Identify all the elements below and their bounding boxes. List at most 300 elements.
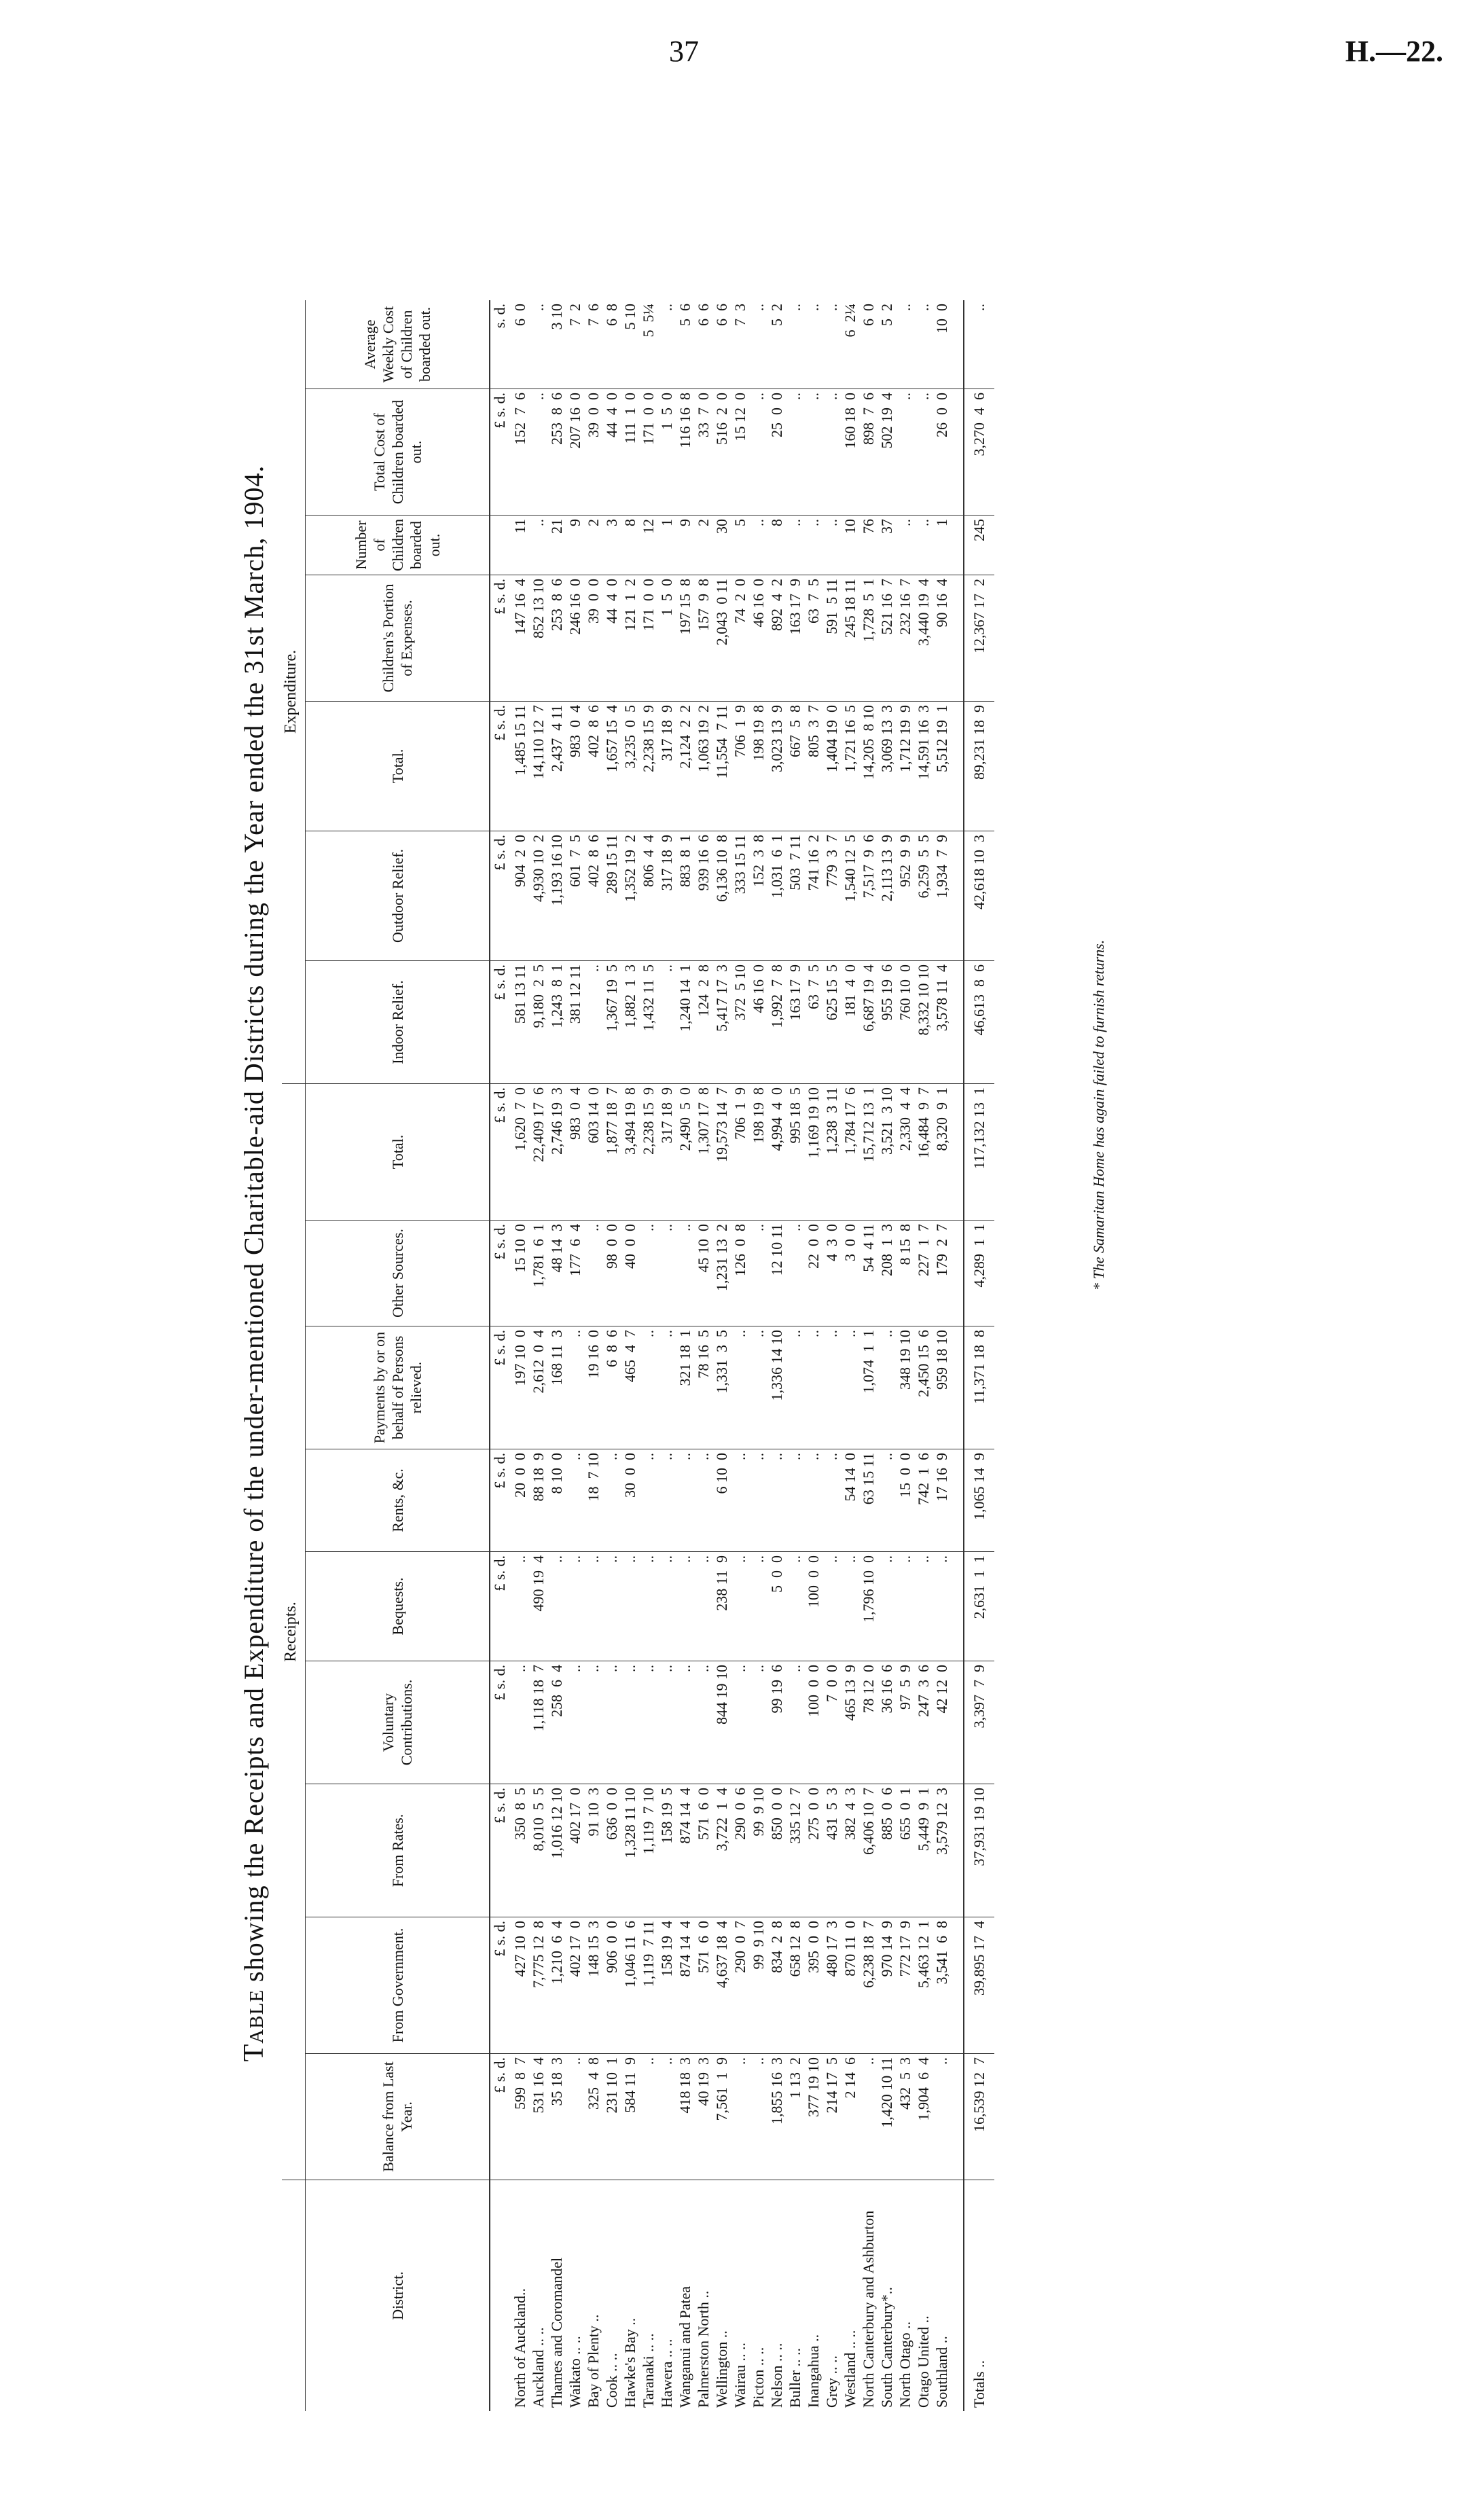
column-header-11: Outdoor Relief. <box>306 831 490 961</box>
unit-cell: £ s. d. <box>490 575 511 702</box>
table-row <box>712 300 731 2411</box>
value-cell: 892 4 2 <box>767 575 786 702</box>
value-cell: 3,579 12 3 <box>933 1784 951 1917</box>
value-cell: 1,336 14 10 <box>767 1326 786 1449</box>
value-cell: 1,307 17 8 <box>694 1084 712 1221</box>
value-cell: .. <box>786 1326 804 1449</box>
value-cell: 6 6 <box>694 300 712 389</box>
value-cell: 5,463 12 1 <box>914 1917 933 2054</box>
value-cell: 6,259 5 5 <box>914 831 933 961</box>
value-cell: 40 0 0 <box>621 1221 639 1326</box>
value-cell: 898 7 6 <box>859 389 877 516</box>
value-cell: 2,450 15 6 <box>914 1326 933 1449</box>
value-cell: .. <box>639 1221 657 1326</box>
value-cell: 11 <box>511 516 529 575</box>
value-cell: 6 0 <box>511 300 529 389</box>
table-row <box>511 300 529 2411</box>
value-cell: 6,238 18 7 <box>859 1917 877 2054</box>
value-cell: 160 18 0 <box>841 389 859 516</box>
district-name: North Otago .. <box>897 2321 913 2408</box>
value-cell: .. <box>584 961 602 1084</box>
value-cell: 333 15 11 <box>731 831 749 961</box>
value-cell: 5,417 17 3 <box>712 961 731 1084</box>
table-row <box>529 300 547 2411</box>
value-cell: 22 0 0 <box>804 1221 822 1326</box>
value-cell: 1,352 19 2 <box>621 831 639 961</box>
value-cell: .. <box>914 389 933 516</box>
value-cell: 36 16 6 <box>877 1661 896 1784</box>
value-cell: .. <box>639 2054 657 2180</box>
value-cell: 290 0 7 <box>731 1917 749 2054</box>
value-cell: 208 1 3 <box>877 1221 896 1326</box>
column-header-16: Average Weekly Cost of Children boarded out. <box>306 300 490 389</box>
spacer-cell <box>951 961 964 1084</box>
table-title <box>238 143 270 2384</box>
value-cell: 741 16 2 <box>804 831 822 961</box>
value-cell: .. <box>584 1552 602 1661</box>
value-cell: 168 11 3 <box>547 1326 566 1449</box>
table-body <box>511 300 994 2411</box>
value-cell: .. <box>749 1661 767 1784</box>
total-cell: 1,065 14 9 <box>964 1449 994 1552</box>
district-name: Taranaki .. .. <box>640 2333 657 2408</box>
value-cell: 742 1 6 <box>914 1449 933 1552</box>
value-cell: .. <box>914 516 933 575</box>
value-cell: .. <box>749 1221 767 1326</box>
value-cell: 1,781 6 1 <box>529 1221 547 1326</box>
district-name: Picton .. .. <box>750 2347 767 2408</box>
unit-cell: £ s. d. <box>490 1552 511 1661</box>
value-cell: 5 5¼ <box>639 300 657 389</box>
value-cell: 317 18 9 <box>657 702 676 831</box>
unit-cell: s. d. <box>490 300 511 389</box>
value-cell: 502 19 4 <box>877 389 896 516</box>
value-cell: 2,238 15 9 <box>639 1084 657 1221</box>
value-cell: .. <box>731 1449 749 1552</box>
value-cell: 1,169 19 10 <box>804 1084 822 1221</box>
value-cell: 874 14 4 <box>676 1784 694 1917</box>
value-cell: 6 8 6 <box>602 1326 621 1449</box>
spacer-cell <box>951 1917 964 2054</box>
value-cell: 1,328 11 10 <box>621 1784 639 1917</box>
total-cell: .. <box>964 300 994 389</box>
column-header-15: Total Cost of Children boarded out. <box>306 389 490 516</box>
value-cell: 1,620 7 0 <box>511 1084 529 1221</box>
value-cell: 8,010 5 5 <box>529 1784 547 1917</box>
value-cell: 152 3 8 <box>749 831 767 961</box>
value-cell: 2,113 13 9 <box>877 831 896 961</box>
value-cell: 1,367 19 5 <box>602 961 621 1084</box>
value-cell: 1,992 7 8 <box>767 961 786 1084</box>
value-cell: .. <box>877 1449 896 1552</box>
value-cell: 1,016 12 10 <box>547 1784 566 1917</box>
value-cell: 147 16 4 <box>511 575 529 702</box>
table-row <box>676 300 694 2411</box>
value-cell: 4,637 18 4 <box>712 1917 731 2054</box>
district-name: Wellington .. <box>713 2330 730 2408</box>
value-cell: 1,074 1 1 <box>859 1326 877 1449</box>
value-cell: 12 <box>639 516 657 575</box>
value-cell: 116 16 8 <box>676 389 694 516</box>
value-cell: .. <box>822 389 841 516</box>
value-cell: 706 1 9 <box>731 1084 749 1221</box>
value-cell: .. <box>566 1552 584 1661</box>
spacer-cell <box>951 1221 964 1326</box>
value-cell: 163 17 9 <box>786 961 804 1084</box>
value-cell: 952 9 9 <box>896 831 914 961</box>
value-cell: 1 5 0 <box>657 389 676 516</box>
spacer-cell <box>951 1326 964 1449</box>
value-cell: 402 8 6 <box>584 702 602 831</box>
value-cell: .. <box>914 300 933 389</box>
value-cell: .. <box>877 1552 896 1661</box>
value-cell: 171 0 0 <box>639 389 657 516</box>
document-code: H.—22. <box>1345 35 1443 68</box>
total-cell: 117,132 13 1 <box>964 1084 994 1221</box>
group-blank <box>282 2180 306 2412</box>
value-cell: 20 0 0 <box>511 1449 529 1552</box>
value-cell: 1,063 19 2 <box>694 702 712 831</box>
spacer-cell <box>951 575 964 702</box>
value-cell: .. <box>822 1326 841 1449</box>
value-cell: 88 18 9 <box>529 1449 547 1552</box>
value-cell: 1 <box>933 516 951 575</box>
total-cell: 3,270 4 6 <box>964 389 994 516</box>
unit-cell: £ s. d. <box>490 1326 511 1449</box>
value-cell: 5 10 <box>621 300 639 389</box>
value-cell: 874 14 4 <box>676 1917 694 2054</box>
value-cell: 46 16 0 <box>749 575 767 702</box>
table-row <box>767 300 786 2411</box>
value-cell: .. <box>749 1449 767 1552</box>
value-cell: 18 7 10 <box>584 1449 602 1552</box>
value-cell: .. <box>639 1449 657 1552</box>
value-cell: .. <box>621 1661 639 1784</box>
value-cell: 480 17 3 <box>822 1917 841 2054</box>
value-cell: 253 8 6 <box>547 389 566 516</box>
value-cell: .. <box>657 1661 676 1784</box>
value-cell: .. <box>676 1661 694 1784</box>
value-cell: 348 19 10 <box>896 1326 914 1449</box>
value-cell: .. <box>896 389 914 516</box>
value-cell: .. <box>529 300 547 389</box>
value-cell: 5 <box>731 516 749 575</box>
value-cell: 2,437 4 11 <box>547 702 566 831</box>
value-cell: 1,540 12 5 <box>841 831 859 961</box>
value-cell: 290 0 6 <box>731 1784 749 1917</box>
table-row <box>933 300 951 2411</box>
value-cell: 15 10 0 <box>511 1221 529 1326</box>
value-cell: 381 12 11 <box>566 961 584 1084</box>
value-cell: .. <box>657 961 676 1084</box>
table-row <box>584 300 602 2411</box>
unit-cell: £ s. d. <box>490 389 511 516</box>
district-name: Westland .. .. <box>841 2330 858 2408</box>
value-cell: 432 5 3 <box>896 2054 914 2180</box>
value-cell: .. <box>657 1552 676 1661</box>
value-cell: 1,238 3 11 <box>822 1084 841 1221</box>
column-header-12: Total. <box>306 702 490 831</box>
value-cell: 7,561 1 9 <box>712 2054 731 2180</box>
value-cell: 3,521 3 10 <box>877 1084 896 1221</box>
spacer-cell <box>951 1552 964 1661</box>
value-cell: .. <box>877 1326 896 1449</box>
value-cell: 350 8 5 <box>511 1784 529 1917</box>
column-header-9: Total. <box>306 1084 490 1221</box>
value-cell: 983 0 4 <box>566 1084 584 1221</box>
value-cell: .. <box>896 300 914 389</box>
value-cell: 465 4 7 <box>621 1326 639 1449</box>
value-cell: 603 14 0 <box>584 1084 602 1221</box>
value-cell: 8 <box>621 516 639 575</box>
value-cell: 1,118 18 7 <box>529 1661 547 1784</box>
value-cell: 9 <box>676 516 694 575</box>
value-cell: 5 6 <box>676 300 694 389</box>
value-cell: .. <box>786 1661 804 1784</box>
value-cell: 232 16 7 <box>896 575 914 702</box>
value-cell: 42 12 0 <box>933 1661 951 1784</box>
value-cell: 163 17 9 <box>786 575 804 702</box>
value-cell: 181 4 0 <box>841 961 859 1084</box>
value-cell: 6 2¼ <box>841 300 859 389</box>
district-name: Grey .. .. <box>823 2355 840 2408</box>
value-cell: 1,404 19 0 <box>822 702 841 831</box>
value-cell: 395 0 0 <box>804 1917 822 2054</box>
value-cell: .. <box>566 1449 584 1552</box>
value-cell: 35 18 3 <box>547 2054 566 2180</box>
value-cell: 16,484 9 7 <box>914 1084 933 1221</box>
district-name: Nelson .. .. <box>768 2343 785 2408</box>
value-cell: 581 13 11 <box>511 961 529 1084</box>
value-cell: 5 0 0 <box>767 1552 786 1661</box>
district-name: North of Auckland.. <box>511 2288 528 2408</box>
value-cell: 22,409 17 6 <box>529 1084 547 1221</box>
total-cell: 37,931 19 10 <box>964 1784 994 1917</box>
value-cell: .. <box>584 1661 602 1784</box>
value-cell: .. <box>786 389 804 516</box>
district-name: Inangahua .. <box>805 2334 822 2408</box>
value-cell: 3,023 13 9 <box>767 702 786 831</box>
table-row <box>731 300 749 2411</box>
value-cell: 2,490 5 0 <box>676 1084 694 1221</box>
value-cell: 74 2 0 <box>731 575 749 702</box>
value-cell: 44 4 0 <box>602 389 621 516</box>
value-cell: .. <box>804 300 822 389</box>
group-expenditure: Expenditure. <box>282 300 306 1083</box>
value-cell: 1,046 11 6 <box>621 1917 639 2054</box>
value-cell: 372 5 10 <box>731 961 749 1084</box>
value-cell: 427 10 0 <box>511 1917 529 2054</box>
value-cell: .. <box>657 1449 676 1552</box>
table-row <box>859 300 877 2411</box>
total-cell: 3,397 7 9 <box>964 1661 994 1784</box>
total-cell: 2,631 1 1 <box>964 1552 994 1661</box>
value-cell: 247 3 6 <box>914 1661 933 1784</box>
value-cell: 382 4 3 <box>841 1784 859 1917</box>
value-cell: .. <box>694 1661 712 1784</box>
value-cell: 4 3 0 <box>822 1221 841 1326</box>
value-cell: 14,205 8 10 <box>859 702 877 831</box>
value-cell: 25 0 0 <box>767 389 786 516</box>
spacer-cell <box>951 1784 964 1917</box>
value-cell: 246 16 0 <box>566 575 584 702</box>
value-cell: 124 2 8 <box>694 961 712 1084</box>
district-name: Hawera .. .. <box>658 2338 675 2408</box>
value-cell: .. <box>602 1661 621 1784</box>
value-cell: 99 9 10 <box>749 1784 767 1917</box>
value-cell: 317 18 9 <box>657 831 676 961</box>
value-cell: .. <box>841 1552 859 1661</box>
table-row <box>657 300 676 2411</box>
value-cell: .. <box>566 2054 584 2180</box>
total-cell: 39,895 17 4 <box>964 1917 994 2054</box>
value-cell: .. <box>822 1449 841 1552</box>
table-row <box>822 300 841 2411</box>
value-cell: 231 10 1 <box>602 2054 621 2180</box>
column-header-8: Other Sources. <box>306 1221 490 1326</box>
group-receipts: Receipts. <box>282 1084 306 2180</box>
value-cell: .. <box>822 516 841 575</box>
total-cell: 46,613 8 6 <box>964 961 994 1084</box>
value-cell: 667 5 8 <box>786 702 804 831</box>
value-cell: .. <box>804 1449 822 1552</box>
value-cell: 6,687 19 4 <box>859 961 877 1084</box>
value-cell: .. <box>511 1552 529 1661</box>
value-cell: 275 0 0 <box>804 1784 822 1917</box>
value-cell: 1,485 15 11 <box>511 702 529 831</box>
value-cell: 5,449 9 1 <box>914 1784 933 1917</box>
value-cell: .. <box>639 1326 657 1449</box>
title-text: showing the Receipts and Expenditure of the under-mentioned Charitable-aid Districts during the Year ended the 31st March, 1904. <box>238 465 269 1982</box>
value-cell: 591 5 11 <box>822 575 841 702</box>
value-cell: 54 4 11 <box>859 1221 877 1326</box>
value-cell: 4,994 4 0 <box>767 1084 786 1221</box>
value-cell: 1,904 6 4 <box>914 2054 933 2180</box>
spacer-row <box>951 300 964 2411</box>
value-cell: 3 <box>602 516 621 575</box>
value-cell: 1,855 16 3 <box>767 2054 786 2180</box>
value-cell: 171 0 0 <box>639 575 657 702</box>
unit-cell: £ s. d. <box>490 831 511 961</box>
value-cell: 402 17 0 <box>566 1917 584 2054</box>
value-cell: 655 0 1 <box>896 1784 914 1917</box>
value-cell: 1,031 6 1 <box>767 831 786 961</box>
footnote: * The Samaritan Home has again failed to furnish returns. <box>1090 939 1107 1290</box>
value-cell: 599 8 7 <box>511 2054 529 2180</box>
value-cell: 584 11 9 <box>621 2054 639 2180</box>
value-cell: 431 5 3 <box>822 1784 841 1917</box>
value-cell: 48 14 3 <box>547 1221 566 1326</box>
value-cell: 772 17 9 <box>896 1917 914 2054</box>
value-cell: 959 18 10 <box>933 1326 951 1449</box>
value-cell: 2,124 2 2 <box>676 702 694 831</box>
spacer-cell <box>951 389 964 516</box>
district-name: Wanganui and Patea <box>676 2286 693 2408</box>
value-cell: 14,591 16 3 <box>914 702 933 831</box>
value-cell: .. <box>804 389 822 516</box>
value-cell: 39 0 0 <box>584 389 602 516</box>
value-cell: 844 19 10 <box>712 1661 731 1784</box>
unit-cell: £ s. d. <box>490 1917 511 2054</box>
value-cell: 531 16 4 <box>529 2054 547 2180</box>
value-cell: 5 2 <box>767 300 786 389</box>
value-cell: 1,796 10 0 <box>859 1552 877 1661</box>
value-cell: .. <box>676 1449 694 1552</box>
value-cell: 601 7 5 <box>566 831 584 961</box>
value-cell: .. <box>731 2054 749 2180</box>
value-cell: 6 10 0 <box>712 1449 731 1552</box>
value-cell: 6 8 <box>602 300 621 389</box>
value-cell: 152 7 6 <box>511 389 529 516</box>
value-cell: .. <box>657 1221 676 1326</box>
value-cell: 1,721 16 5 <box>841 702 859 831</box>
value-cell: 100 0 0 <box>804 1552 822 1661</box>
column-header-10: Indoor Relief. <box>306 961 490 1084</box>
value-cell: 904 2 0 <box>511 831 529 961</box>
value-cell: 21 <box>547 516 566 575</box>
value-cell: 17 16 9 <box>933 1449 951 1552</box>
value-cell: 179 2 7 <box>933 1221 951 1326</box>
spacer-cell <box>951 1661 964 1784</box>
value-cell: 1,240 14 1 <box>676 961 694 1084</box>
column-header-3: From Rates. <box>306 1784 490 1917</box>
district-name: Buller .. .. <box>786 2348 803 2408</box>
value-cell: 2 14 6 <box>841 2054 859 2180</box>
value-cell: 418 18 3 <box>676 2054 694 2180</box>
value-cell: 939 16 6 <box>694 831 712 961</box>
value-cell: 78 16 5 <box>694 1326 712 1449</box>
value-cell: 30 <box>712 516 731 575</box>
value-cell: 7 0 0 <box>822 1661 841 1784</box>
value-cell: 63 7 5 <box>804 575 822 702</box>
value-cell: 1,934 7 9 <box>933 831 951 961</box>
value-cell: 402 17 0 <box>566 1784 584 1917</box>
value-cell: .. <box>694 1552 712 1661</box>
unit-cell <box>490 516 511 575</box>
unit-cell: £ s. d. <box>490 1661 511 1784</box>
spacer-cell <box>951 1449 964 1552</box>
value-cell: 2,238 15 9 <box>639 702 657 831</box>
value-cell: .. <box>914 1552 933 1661</box>
value-cell: 253 8 6 <box>547 575 566 702</box>
value-cell: 636 0 0 <box>602 1784 621 1917</box>
district-name: Auckland .. .. <box>530 2327 547 2408</box>
value-cell: 5,512 19 1 <box>933 702 951 831</box>
value-cell: 1,420 10 11 <box>877 2054 896 2180</box>
unit-cell: £ s. d. <box>490 1084 511 1221</box>
value-cell: 3 10 <box>547 300 566 389</box>
value-cell: .. <box>786 1449 804 1552</box>
district-name: Hawke's Bay .. <box>621 2317 638 2408</box>
column-header-4: Voluntary Contributions. <box>306 1661 490 1784</box>
district-name: Palmerston North .. <box>695 2290 712 2408</box>
value-cell: .. <box>602 1449 621 1552</box>
unit-cell: £ s. d. <box>490 961 511 1084</box>
value-cell: .. <box>786 1221 804 1326</box>
unit-cell: £ s. d. <box>490 702 511 831</box>
district-name: South Canterbury*.. <box>878 2287 895 2408</box>
value-cell: 97 5 9 <box>896 1661 914 1784</box>
value-cell: 779 3 7 <box>822 831 841 961</box>
value-cell: .. <box>639 1552 657 1661</box>
value-cell: 906 0 0 <box>602 1917 621 2054</box>
value-cell: 45 10 0 <box>694 1221 712 1326</box>
value-cell: 197 15 8 <box>676 575 694 702</box>
total-cell: 42,618 10 3 <box>964 831 994 961</box>
value-cell: 2,746 19 3 <box>547 1084 566 1221</box>
column-header-5: Bequests. <box>306 1552 490 1661</box>
value-cell: 3,440 19 4 <box>914 575 933 702</box>
